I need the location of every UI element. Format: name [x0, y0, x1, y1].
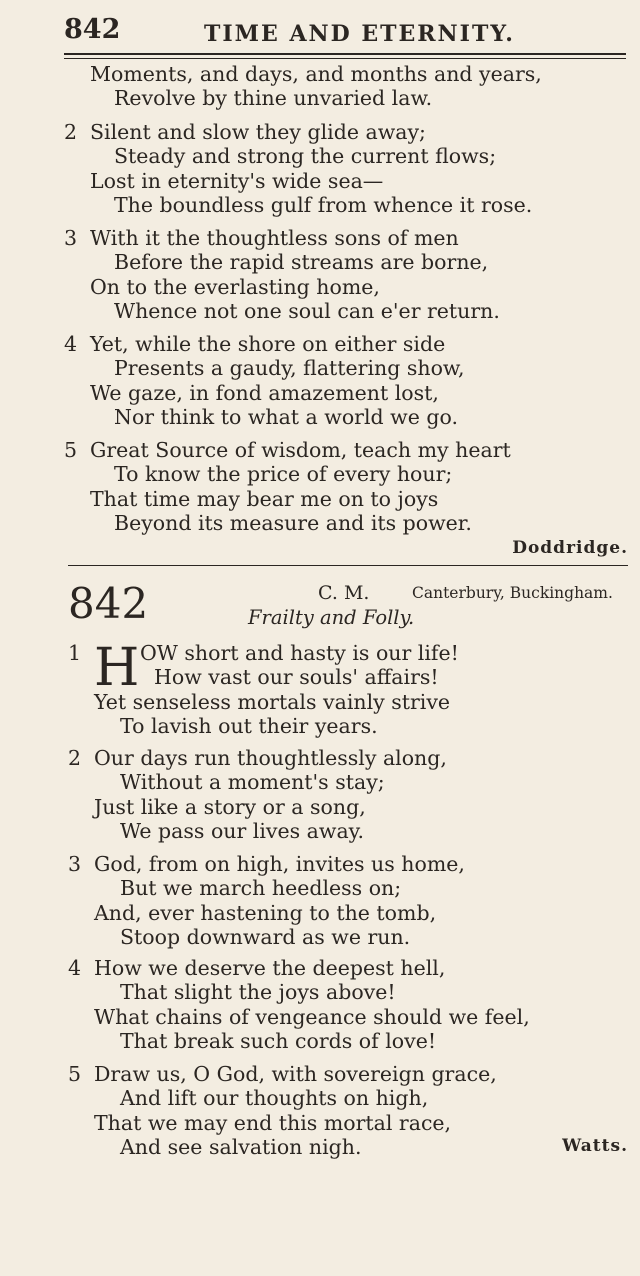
hymn2-stanza-3	[0, 852, 640, 949]
verse-line: How vast our souls' affairs!	[154, 665, 439, 690]
stanza-3	[0, 226, 640, 323]
verse-line: Presents a gaudy, flattering show,	[114, 356, 465, 381]
page-number: 842	[64, 14, 121, 45]
verse-line: Draw us, O God, with sovereign grace,	[94, 1062, 497, 1086]
verse-line: To know the price of every hour;	[114, 462, 453, 487]
verse-line: God, from on high, invites us home,	[94, 852, 465, 876]
verse-line: Without a moment's stay;	[120, 770, 385, 795]
author-watts: Watts.	[562, 1136, 628, 1156]
verse-line: What chains of vengeance should we feel,	[94, 1004, 530, 1029]
verse-line: Moments, and days, and months and years,	[90, 62, 542, 86]
verse-line: Lost in eternity's wide sea—	[90, 168, 384, 193]
stanza-number: 2	[68, 746, 82, 770]
verse-line: Revolve by thine unvaried law.	[114, 86, 433, 111]
verse-line: And see salvation nigh.	[120, 1134, 362, 1159]
stanza-number: 4	[68, 956, 82, 980]
stanza-number: 1	[68, 641, 82, 665]
stanza-4	[0, 332, 640, 429]
stanza-1	[0, 62, 640, 111]
verse-line: And lift our thoughts on high,	[120, 1086, 429, 1111]
stanza-number: 5	[64, 438, 78, 462]
verse-line: Yet, while the shore on either side	[90, 332, 446, 356]
header-rule	[64, 53, 626, 55]
stanza-number: 4	[64, 332, 78, 356]
verse-line: Great Source of wisdom, teach my heart	[90, 438, 511, 462]
verse-line: Silent and slow they glide away;	[90, 120, 426, 144]
verse-line: That we may end this mortal race,	[94, 1110, 452, 1135]
verse-line: And, ever hastening to the tomb,	[94, 900, 437, 925]
author-doddridge: Doddridge.	[512, 538, 628, 558]
verse-line: Beyond its measure and its power.	[114, 510, 472, 535]
verse-line: Stoop downward as we run.	[120, 924, 411, 949]
hymn2-stanza-5	[0, 1062, 640, 1159]
verse-line: But we march heedless on;	[120, 876, 402, 901]
verse-line: Whence not one soul can e'er return.	[114, 298, 500, 323]
hymn2-stanza-1	[0, 638, 640, 738]
verse-line: How we deserve the deepest hell,	[94, 956, 446, 980]
verse-line: OW short and hasty is our life!	[140, 641, 459, 665]
hymn-meter: C. M.	[318, 582, 370, 604]
verse-line: To lavish out their years.	[120, 713, 378, 738]
stanza-number: 2	[64, 120, 78, 144]
verse-line: With it the thoughtless sons of men	[90, 226, 459, 250]
stanza-2	[0, 120, 640, 217]
verse-line: That break such cords of love!	[120, 1028, 437, 1053]
hymn-subject: Frailty and Folly.	[248, 606, 415, 629]
stanza-number: 3	[68, 852, 82, 876]
running-title: TIME AND ETERNITY.	[204, 21, 515, 47]
verse-line: Our days run thoughtlessly along,	[94, 746, 447, 770]
tune-names: Canterbury, Buckingham.	[412, 584, 613, 602]
hymn-number: 842	[68, 579, 149, 628]
verse-line: On to the everlasting home,	[90, 274, 380, 299]
verse-line: We pass our lives away.	[120, 818, 365, 843]
hymn-divider	[68, 565, 628, 566]
stanza-5	[0, 438, 640, 535]
verse-line: That slight the joys above!	[120, 980, 396, 1005]
verse-line: Nor think to what a world we go.	[114, 404, 458, 429]
hymn2-stanza-2	[0, 746, 640, 843]
hymn2-stanza-4	[0, 956, 640, 1053]
verse-line: Steady and strong the current flows;	[114, 144, 497, 169]
verse-line: That time may bear me on to joys	[90, 486, 439, 511]
header-rule-thin	[64, 58, 626, 59]
verse-line: Just like a story or a song,	[94, 794, 366, 819]
verse-line: The boundless gulf from whence it rose.	[114, 192, 533, 217]
stanza-number: 3	[64, 226, 78, 250]
drop-cap: H	[94, 638, 140, 698]
stanza-number: 5	[68, 1062, 82, 1086]
verse-line: Yet senseless mortals vainly strive	[94, 689, 451, 714]
verse-line: We gaze, in fond amazement lost,	[90, 380, 439, 405]
verse-line: Before the rapid streams are borne,	[114, 250, 489, 275]
